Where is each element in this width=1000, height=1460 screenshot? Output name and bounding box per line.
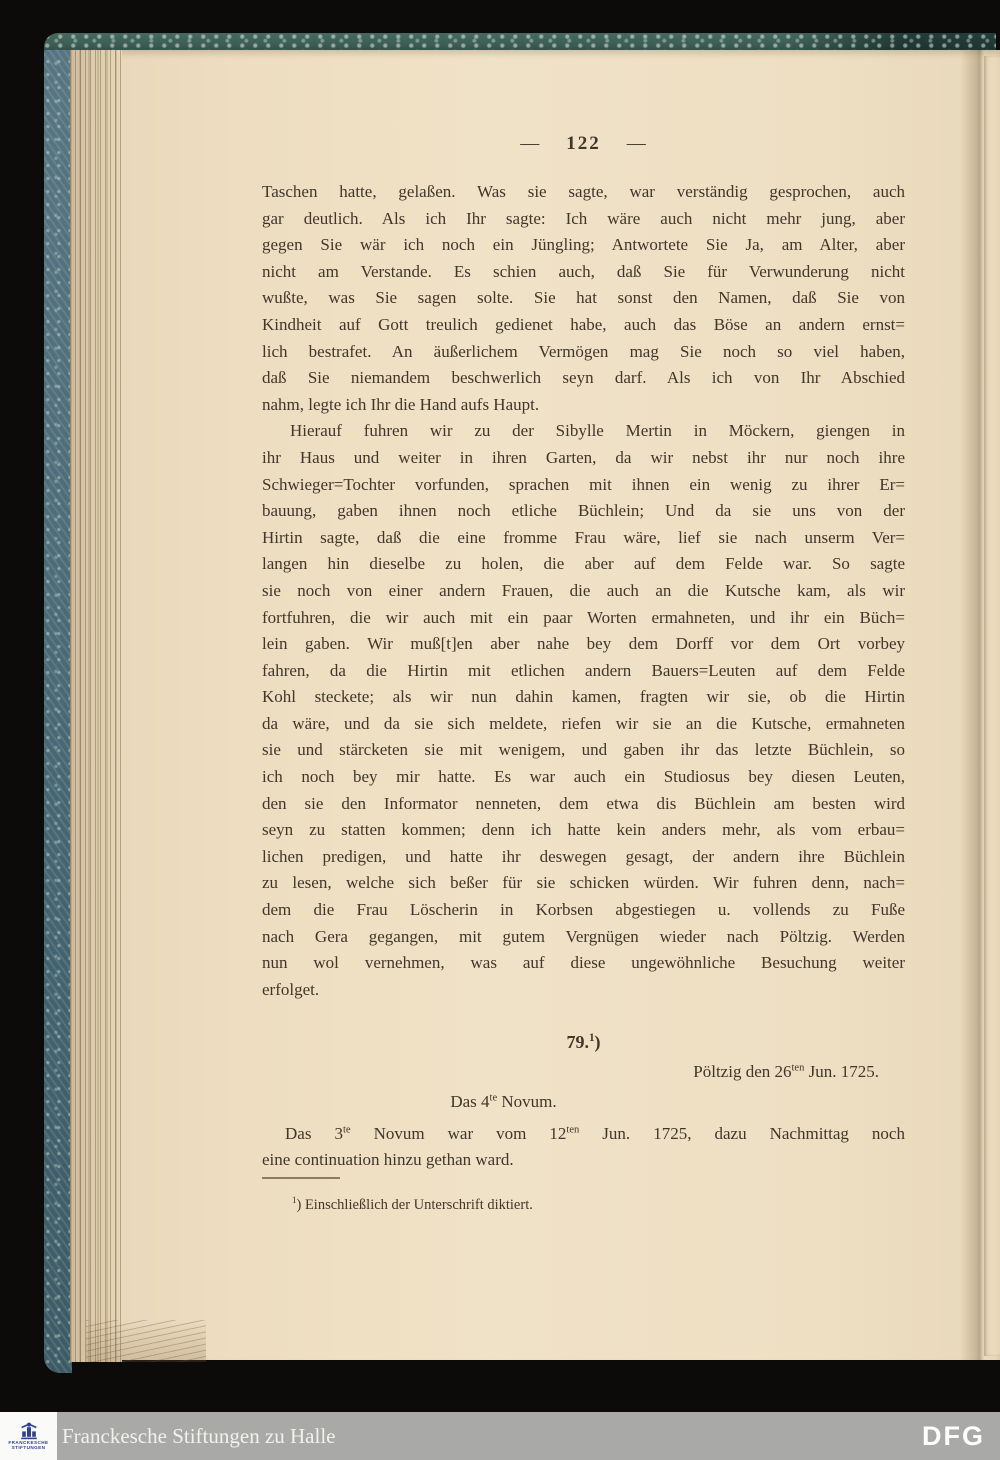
text-line: daß Sie niemandem beschwerlich seyn darf. Als ich von Ihr Abschied <box>262 368 905 388</box>
text-line: da wäre, und da sie sich meldete, riefen wir sie an die Kutsche, ermahneten <box>262 713 905 733</box>
page-edges-fan-bottom <box>86 1320 206 1362</box>
book-cover-edge-top <box>44 33 996 50</box>
text-line: seyn zu statten kommen; denn ich hatte kein anders mehr, als vom erbau= <box>262 820 905 840</box>
text-line: nahm, legte ich Ihr die Hand aufs Haupt. <box>262 394 540 414</box>
book-cover-edge-left <box>44 33 72 1373</box>
footnote: $^1$) Einschließlich der Unterschrift diktiert. <box>292 1195 533 1214</box>
text-line: lein gaben. Wir muß[t]en aber nahe bey dem Dorff vor dem Ort vorbey <box>262 634 905 654</box>
text-line: erfolget. <box>262 979 320 999</box>
text-line: fortfuhren, die wir auch mit ein paar Worten ermahneten, und ihr ein Büch= <box>262 607 905 627</box>
text-line: lich bestrafet. An äußerlichem Vermögen mag Sie noch so viel haben, <box>262 341 905 361</box>
footnote-rule <box>262 1177 340 1179</box>
section-dateline: Pöltzig den $26^{ten}$ Jun. 1725. <box>693 1062 879 1082</box>
text-line: langen hin dieselbe zu holen, die aber auf dem Felde war. So sagte <box>262 554 905 574</box>
text-line: eine continuation hinzu gethan ward. <box>262 1150 514 1170</box>
section-paragraph <box>262 1121 905 1173</box>
franckesche-logo[interactable] <box>0 1412 57 1460</box>
body-paragraph-2 <box>262 418 905 1003</box>
page-gutter-shadow <box>960 50 986 1360</box>
page-content <box>262 50 905 1215</box>
text-line: nach Gera gegangen, mit gutem Vergnügen wieder nach Pöltzig. Werden <box>262 926 905 946</box>
text-line: sie und stärcketen sie mit wenigem, und gaben ihr das letzte Büchlein, so <box>262 740 905 760</box>
text-line: nicht am Verstande. Es schien auch, daß Sie für Verwunderung nicht <box>262 261 905 281</box>
header-dash-right: — <box>626 133 647 154</box>
text-line: wußte, was Sie sagen solte. Sie hat sonst den Namen, daß Sie von <box>262 288 905 308</box>
viewer-footer-bar <box>0 1412 1000 1460</box>
text-line: Das $3^{te}$ Novum war vom $12^{ten}$ Jun. 1725, dazu Nachmittag noch <box>285 1124 905 1144</box>
text-line: bauung, gaben ihnen noch etliche Büchlein; Und da sie uns von der <box>262 501 905 521</box>
dfg-logo[interactable]: DFG <box>922 1420 985 1451</box>
text-line: gar deutlich. Als ich Ihr sagte: Ich wäre auch nicht mehr jung, aber <box>262 208 905 228</box>
section-heading: Das $4^{te}$ Novum. <box>450 1092 557 1112</box>
text-line: zu lesen, welche sich beßer für sie schicken würden. Wir fuhren denn, nach= <box>262 873 905 893</box>
body-paragraph-1 <box>262 179 905 418</box>
text-line: sie noch von einer andern Frauen, die auch an die Kutsche kam, als wir <box>262 580 905 600</box>
text-line: ich noch bey mir hatte. Es war auch ein Studiosus bey diesen Leuten, <box>262 767 905 787</box>
text-line: nun wol vernehmen, was auf diese ungewöhnliche Besuchung weiter <box>262 953 905 973</box>
text-line: Taschen hatte, gelaßen. Was sie sagte, war verständig gesprochen, auch <box>262 182 905 201</box>
franckesche-emblem-icon <box>18 1422 40 1440</box>
institution-name: Franckesche Stiftungen zu Halle <box>62 1423 336 1448</box>
page-edges-fan <box>70 50 122 1362</box>
section-number: 79.$^1$) <box>566 1032 601 1053</box>
franckesche-logo-text-line1: FRANCKESCHE <box>8 1439 49 1445</box>
text-line: lichen predigen, und hatte ihr deswegen gesagt, der andern ihre Büchlein <box>262 846 905 866</box>
text-line: ihr Haus und weiter in ihren Garten, da wir nebst ihr nur noch ihre <box>262 447 905 467</box>
text-line: Schwieger=Tochter vorfunden, sprachen mit ihnen ein wenig zu ihrer Er= <box>262 474 905 494</box>
page-number: 122 <box>566 133 601 154</box>
text-line: Kohl steckete; als wir nun dahin kamen, fragten wir sie, ob die Hirtin <box>262 687 905 707</box>
text-line: Kindheit auf Gott treulich gedienet habe, auch das Böse an andern ernst= <box>262 314 905 334</box>
text-line: den sie den Informator nenneten, dem etwa dis Büchlein am besten wird <box>262 793 905 813</box>
header-dash-left: — <box>520 133 541 154</box>
text-line: dem die Frau Löscherin in Korbsen abgestiegen u. vollends zu Fuße <box>262 900 905 920</box>
text-line: fahren, da die Hirtin mit etlichen andern Bauers=Leuten auf dem Felde <box>262 660 905 680</box>
text-line: Hierauf fuhren wir zu der Sibylle Mertin in Möckern, giengen in <box>290 421 905 441</box>
adjacent-page-edge <box>984 56 1000 1356</box>
franckesche-logo-text-line2: STIFTUNGEN <box>11 1445 46 1450</box>
page-number-header <box>262 133 905 157</box>
text-line: Hirtin sagte, daß die eine fromme Frau wäre, lief sie nach unserm Ver= <box>262 527 905 547</box>
text-line: gegen Sie wär ich noch ein Jüngling; Antwortete Sie Ja, am Alter, aber <box>262 235 905 255</box>
